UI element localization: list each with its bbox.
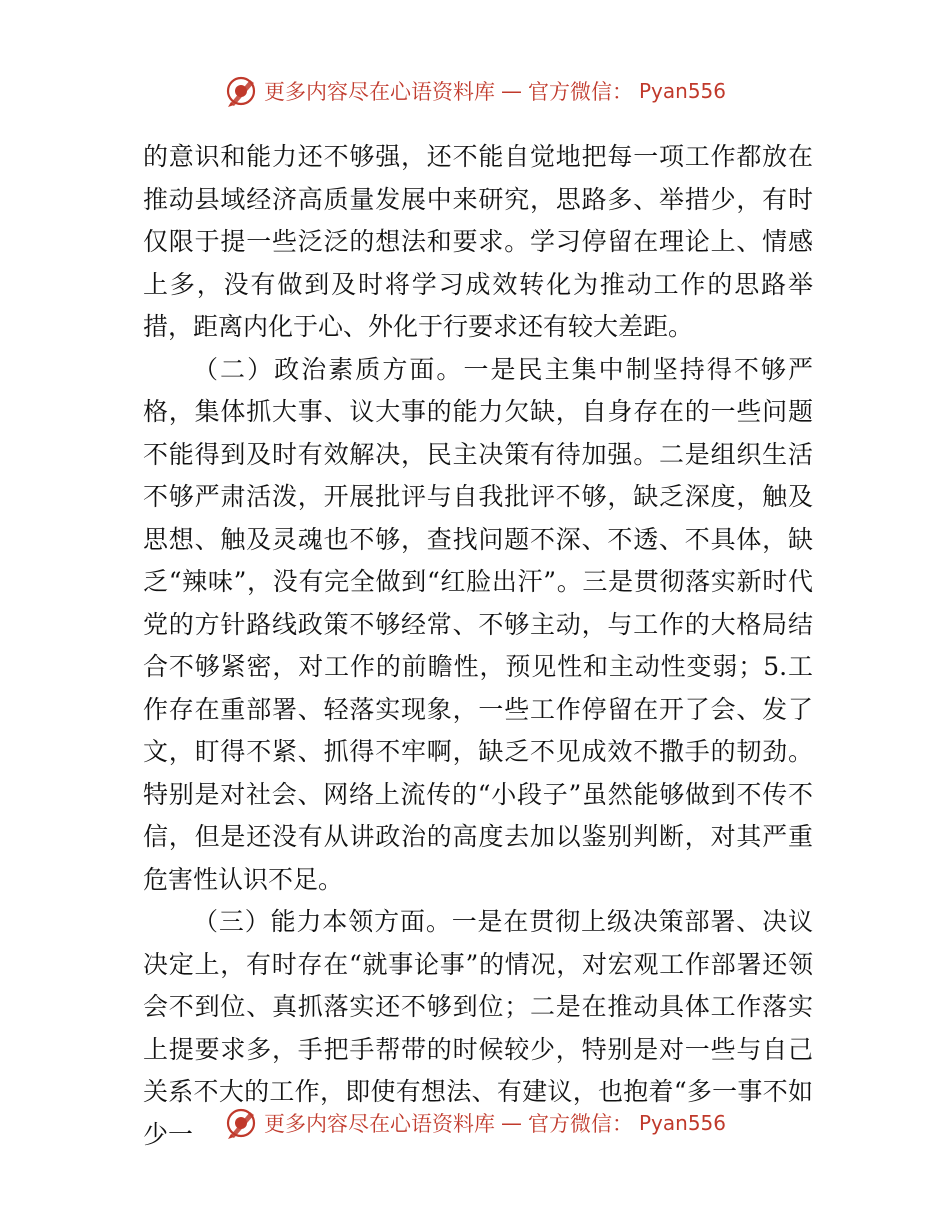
- paragraph-political-quality: （二）政治素质方面。一是民主集中制坚持得不够严格，集体抓大事、议大事的能力欠缺，自身存在的一些问题不能得到及时有效解决，民主决策有待加强。二是组织生活不够严肃活泼，开展批评与自我批评不够，缺乏深度，触及思想、触及灵魂也不够，查找问题不深、不透、不具体，缺乏“辣味”，没有完全做到“红脸出汗”。三是贯彻落实新时代党的方针路线政策不够经常、不够主动，与工作的大格局结合不够紧密，对工作的前瞻性，预见性和主动性变弱；5.工作存在重部署、轻落实现象，一些工作停留在开了会、发了文，盯得不紧、抓得不牢啊，缺乏不见成效不撒手的韧劲。特别是对社会、网络上流传的“小段子”虽然能够做到不传不信，但是还没有从讲政治的高度去加以鉴别判断，对其严重危害性认识不足。: [143, 354, 813, 894]
- footer-watermark: [0, 1103, 950, 1143]
- header-dash: —: [500, 79, 522, 103]
- header-watermark: [0, 71, 950, 111]
- paragraph-continuation: 的意识和能力还不够强，还不能自觉地把每一项工作都放在推动县域经济高质量发展中来研究，思路多、举措少，有时仅限于提一些泛泛的想法和要求。学习停留在理论上、情感上多，没有做到及时将学习成效转化为推动工作的思路举措，距离内化于心、外化于行要求还有较大差距。: [143, 142, 813, 341]
- header-wechat-id: Pyan556: [638, 79, 726, 103]
- pen-logo-icon: [224, 1106, 258, 1140]
- pen-logo-icon: [224, 74, 258, 108]
- header-site-text: 更多内容尽在心语资料库: [263, 80, 495, 104]
- footer-wechat-label: 官方微信：: [527, 1112, 633, 1136]
- paragraph-ability: （三）能力本领方面。一是在贯彻上级决策部署、决议决定上，有时存在“就事论事”的情况，对宏观工作部署还领会不到位、真抓落实还不够到位；二是在推动具体工作落实上提要求多，手把手帮带的时候较少，特别是对一些与自己关系不大的工作，即使有想法、有建议，也抱着“多一事不如少一: [143, 907, 813, 1149]
- footer-wechat-id: Pyan556: [638, 1111, 726, 1135]
- footer-site-text: 更多内容尽在心语资料库: [263, 1112, 495, 1136]
- footer-dash: —: [500, 1111, 522, 1135]
- header-wechat-label: 官方微信：: [527, 80, 633, 104]
- document-body: [143, 136, 813, 1156]
